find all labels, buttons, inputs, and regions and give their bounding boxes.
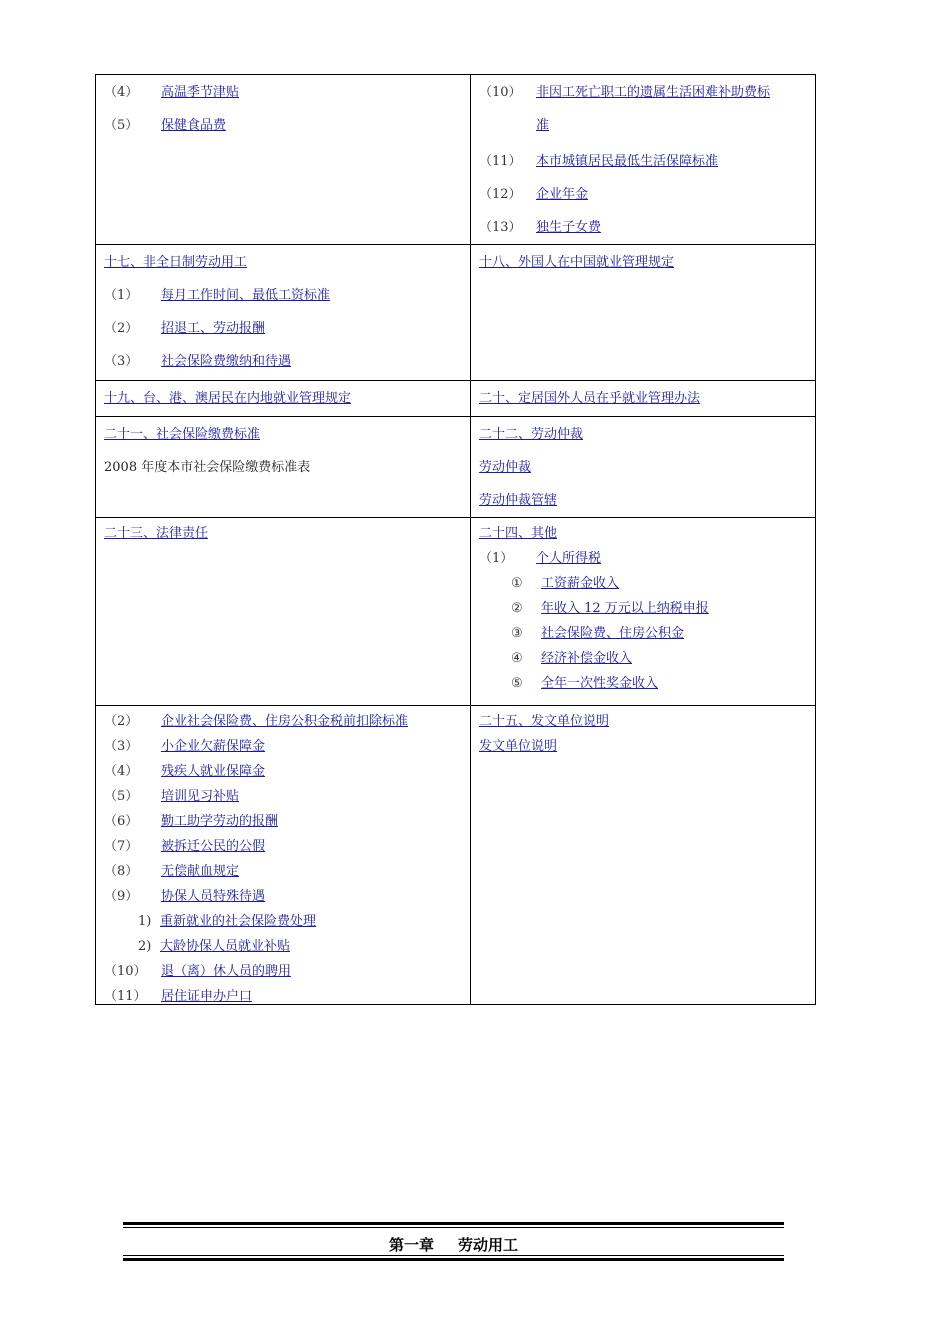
cell-left [96,417,471,518]
link-work-study-pay[interactable]: 勤工助学劳动的报酬 [161,814,279,829]
list-item [104,317,462,350]
list-item [479,150,807,183]
list-item [479,251,807,270]
cell-right [471,518,816,706]
list-item [104,985,462,1004]
list-item [479,597,807,622]
item-number: （7） [104,839,139,854]
link-issuing-unit-section[interactable]: 二十五、发文单位说明 [479,714,610,729]
item-number: （10） [479,85,522,100]
cell-right [471,706,816,1005]
list-item [479,81,807,114]
list-item [479,572,807,597]
index-table [95,74,816,1005]
link-annual-bonus-income[interactable]: 全年一次性奖金收入 [541,676,659,691]
link-blood-donation[interactable]: 无偿献血规定 [161,864,240,879]
link-part-time-employment[interactable]: 十七、非全日制劳动用工 [104,255,248,270]
item-number: （1） [479,551,514,566]
cell-right [471,417,816,518]
item-number: （3） [104,739,139,754]
list-item [479,710,807,735]
list-item [104,735,462,760]
table-row [96,381,816,417]
list-item [479,647,807,672]
table-row [96,75,816,245]
link-salary-income[interactable]: 工资薪金收入 [541,576,620,591]
chapter-name: 劳动用工 [458,1236,519,1254]
item-number: （4） [104,85,139,100]
footer-rule-bottom-thin [123,1255,784,1256]
link-health-food-fee[interactable]: 保健食品费 [161,118,227,133]
link-senior-employment-subsidy[interactable]: 大龄协保人员就业补贴 [160,939,291,954]
item-number: ⑤ [511,676,523,691]
item-number: （5） [104,118,139,133]
cell-right [471,75,816,245]
link-residence-permit-hukou[interactable]: 居住证申办户口 [161,989,253,1004]
item-number: （2） [104,714,139,729]
list-item [104,910,462,935]
item-number: （2） [104,321,139,336]
list-item [479,735,807,754]
list-item [479,114,807,150]
link-high-temperature-allowance[interactable]: 高温季节津贴 [161,85,240,100]
link-severance-income[interactable]: 经济补偿金收入 [541,651,633,666]
link-insurance-housing-fund[interactable]: 社会保险费、住房公积金 [541,626,685,641]
list-item [479,522,807,547]
list-item [104,785,462,810]
item-number: （3） [104,354,139,369]
footer-chapter-title [123,1234,784,1255]
table-row [96,518,816,706]
link-overseas-resident-employment[interactable]: 二十、定居国外人员在乎就业管理办法 [479,391,701,406]
link-others[interactable]: 二十四、其他 [479,526,558,541]
link-only-child-fee[interactable]: 独生子女费 [536,220,602,235]
link-protected-personnel[interactable]: 协保人员特殊待遇 [161,889,266,904]
link-individual-income-tax[interactable]: 个人所得税 [536,551,602,566]
table-row [96,245,816,381]
item-number: （5） [104,789,139,804]
link-hiring-remuneration[interactable]: 招退工、劳动报酬 [161,321,266,336]
link-reemployment-insurance[interactable]: 重新就业的社会保险费处理 [160,914,317,929]
link-survivor-subsidy-cont[interactable]: 准 [536,118,550,133]
list-item [479,489,807,508]
link-trainee-subsidy[interactable]: 培训见习补贴 [161,789,240,804]
cell-left [96,245,471,381]
link-foreigner-employment[interactable]: 十八、外国人在中国就业管理规定 [479,255,675,270]
table-row [96,417,816,518]
item-number: ④ [511,651,523,666]
list-item [104,114,462,133]
cell-left [96,75,471,245]
list-item [479,183,807,216]
item-number: （9） [104,889,139,904]
item-number: （12） [479,187,522,202]
link-minimum-living-standard[interactable]: 本市城镇居民最低生活保障标准 [536,154,719,169]
list-item [104,885,462,910]
link-wage-guarantee-fund[interactable]: 小企业欠薪保障金 [161,739,266,754]
list-item [479,456,807,489]
list-item [479,216,807,235]
footer-rule-bottom-thick [123,1258,784,1261]
item-number: （10） [104,964,147,979]
item-number: （6） [104,814,139,829]
link-disabled-employment-fund[interactable]: 残疾人就业保障金 [161,764,266,779]
item-number: ③ [511,626,523,641]
list-item [104,960,462,985]
list-item [104,760,462,785]
list-item [104,350,462,369]
cell-right [471,381,816,417]
link-arbitration-jurisdiction[interactable]: 劳动仲裁管辖 [479,493,558,508]
list-item [104,860,462,885]
item-number: （13） [479,220,522,235]
list-item [104,81,462,114]
list-item [104,810,462,835]
list-item [104,835,462,860]
link-enterprise-annuity[interactable]: 企业年金 [536,187,589,202]
list-item [104,251,462,284]
link-legal-liability[interactable]: 二十三、法律责任 [104,526,209,541]
table-row [96,706,816,1005]
list-item [104,710,462,735]
cell-left [96,518,471,706]
list-item [104,423,462,456]
item-number: （4） [104,764,139,779]
link-hk-macau-taiwan-employment[interactable]: 十九、台、港、澳居民在内地就业管理规定 [104,391,352,406]
link-retiree-hiring[interactable]: 退（离）休人员的聘用 [161,964,292,979]
item-number: （11） [104,989,147,1004]
link-working-time-min-wage[interactable]: 每月工作时间、最低工资标准 [161,288,331,303]
link-issuing-unit[interactable]: 发文单位说明 [479,739,558,754]
list-item [479,423,807,456]
list-item [104,284,462,317]
list-item [479,622,807,647]
item-number: （11） [479,154,522,169]
link-labor-arbitration[interactable]: 劳动仲裁 [479,460,532,475]
chapter-number: 第一章 [388,1236,434,1254]
item-number: 2) [138,939,152,954]
item-number: （8） [104,864,139,879]
link-social-insurance-standard[interactable]: 二十一、社会保险缴费标准 [104,427,261,442]
link-relocation-leave[interactable]: 被拆迁公民的公假 [161,839,266,854]
cell-left [96,381,471,417]
item-number: 1) [138,914,152,929]
item-number: ① [511,576,523,591]
link-survivor-subsidy[interactable]: 非因工死亡职工的遗属生活困难补助费标 [536,85,771,100]
list-item [479,547,807,572]
cell-right [471,245,816,381]
item-number: ② [511,601,523,616]
link-labor-arbitration-section[interactable]: 二十二、劳动仲裁 [479,427,584,442]
item-number: （1） [104,288,139,303]
list-item [479,672,807,691]
static-text: 2008 年度本市社会保险缴费标准表 [104,460,311,475]
list-item [104,935,462,960]
link-high-income-declaration[interactable]: 年收入 12 万元以上纳税申报 [541,601,709,616]
link-social-insurance-payment[interactable]: 社会保险费缴纳和待遇 [161,354,292,369]
footer-rule-top-thin [123,1227,784,1228]
footer-rule-top-thick [123,1222,784,1225]
cell-left [96,706,471,1005]
link-pretax-deduction-standard[interactable]: 企业社会保险费、住房公积金税前扣除标准 [161,714,409,729]
